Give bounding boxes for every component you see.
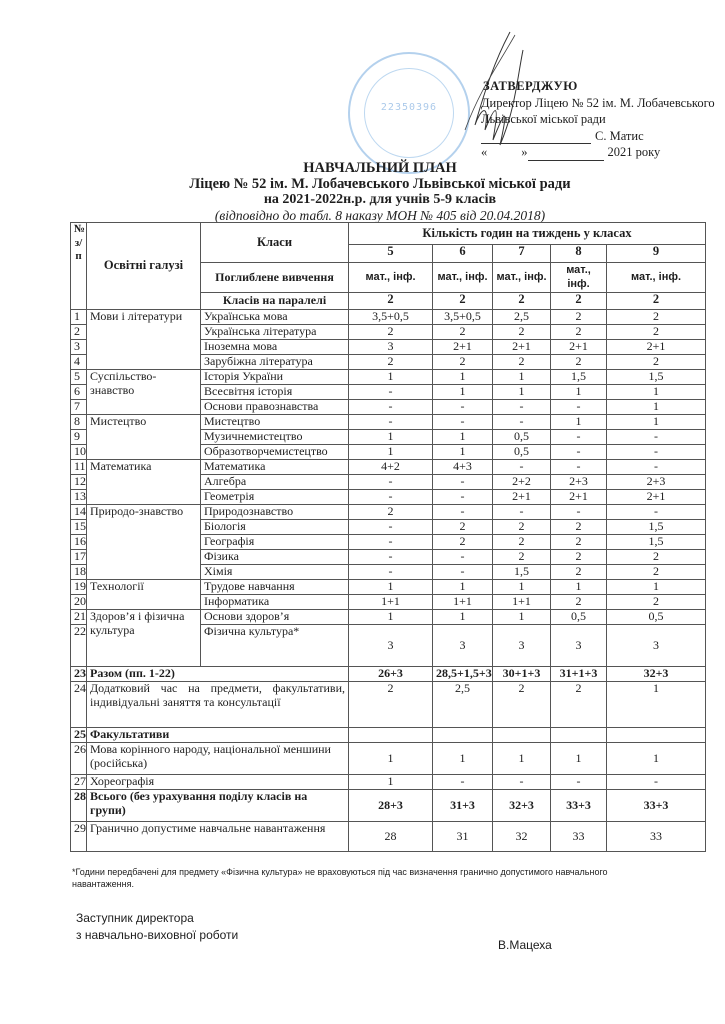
summary-label: Додатковий час на предмети, факультативи, індивідуальні заняття та консультації: [87, 682, 349, 728]
subject-row: [71, 460, 706, 475]
header-classes-parallel: Класів на паралелі: [201, 293, 349, 310]
summary-label: Всього (без урахування поділу класів на групи): [87, 790, 349, 822]
hours-cell: 1+1: [349, 595, 433, 610]
title-year: на 2021-2022н.р. для учнів 5-9 класів: [263, 192, 497, 207]
signature-blank: [481, 131, 591, 144]
subject-name: Всесвітня історія: [201, 385, 349, 400]
subject-name: Основи правознавства: [201, 400, 349, 415]
approval-year: 2021 року: [607, 145, 661, 159]
date-quote-close: »: [521, 145, 528, 159]
summary-value: 1: [607, 682, 706, 728]
hours-cell: -: [349, 385, 433, 400]
summary-label: Гранично допустиме навчальне навантаження: [87, 822, 349, 852]
education-field: Математика: [87, 460, 201, 505]
subject-name: Фізична культура*: [201, 625, 349, 667]
row-number: 9: [71, 430, 87, 445]
hours-cell: 1: [349, 430, 433, 445]
approval-organization: Львівської міської ради: [481, 112, 606, 126]
subject-name: Українська література: [201, 325, 349, 340]
row-number: 22: [71, 625, 87, 667]
education-field: Мови і літератури: [87, 310, 201, 370]
hours-cell: 1: [607, 400, 706, 415]
hours-cell: 2: [493, 535, 551, 550]
hours-cell: -: [607, 445, 706, 460]
hours-cell: 2: [551, 325, 607, 340]
hours-cell: 2,5: [493, 310, 551, 325]
hours-cell: 3: [433, 625, 493, 667]
parallel-count: 2: [433, 293, 493, 310]
hours-cell: 2: [493, 355, 551, 370]
hours-cell: -: [433, 475, 493, 490]
hours-cell: 3: [493, 625, 551, 667]
row-number: 15: [71, 520, 87, 535]
document-title: [100, 160, 660, 224]
deputy-name: В.Мацеха: [498, 938, 552, 952]
hours-cell: -: [551, 400, 607, 415]
hours-cell: 4+2: [349, 460, 433, 475]
parallel-count: 2: [349, 293, 433, 310]
approval-date-line: [415, 144, 715, 161]
row-number: 7: [71, 400, 87, 415]
hours-cell: 2: [349, 355, 433, 370]
summary-value: 30+1+3: [493, 667, 551, 682]
parallel-count: 2: [551, 293, 607, 310]
education-field: Суспільство-знавство: [87, 370, 201, 415]
hours-cell: 1: [433, 580, 493, 595]
grade-header: 9: [607, 245, 706, 263]
hours-cell: 2+1: [433, 340, 493, 355]
summary-value: 1: [433, 743, 493, 775]
hours-cell: 1: [551, 415, 607, 430]
summary-value: 2,5: [433, 682, 493, 728]
grade-header: 7: [493, 245, 551, 263]
hours-cell: 1: [551, 385, 607, 400]
hours-cell: 2: [607, 325, 706, 340]
subject-row: [71, 505, 706, 520]
subject-name: Українська мова: [201, 310, 349, 325]
row-number: 2: [71, 325, 87, 340]
summary-value: 2: [349, 682, 433, 728]
summary-value: 31: [433, 822, 493, 852]
hours-cell: 2: [433, 520, 493, 535]
hours-cell: 1,5: [607, 520, 706, 535]
hours-cell: -: [349, 565, 433, 580]
row-number: 19: [71, 580, 87, 595]
summary-row: [71, 743, 706, 775]
hours-cell: -: [433, 490, 493, 505]
summary-value: 26+3: [349, 667, 433, 682]
row-number: 23: [71, 667, 87, 682]
summary-value: 1: [349, 743, 433, 775]
hours-cell: 2+1: [551, 490, 607, 505]
subject-name: Мистецтво: [201, 415, 349, 430]
date-quote-open: «: [481, 145, 488, 159]
approval-signer-line: [415, 128, 715, 145]
subject-name: Хімія: [201, 565, 349, 580]
row-number: 18: [71, 565, 87, 580]
summary-label: Разом (пп. 1-22): [87, 667, 349, 682]
header-deep-study: Поглиблене вивчення: [201, 263, 349, 293]
hours-cell: -: [493, 505, 551, 520]
hours-cell: -: [551, 445, 607, 460]
hours-cell: -: [493, 415, 551, 430]
hours-cell: 3,5+0,5: [349, 310, 433, 325]
row-number: 25: [71, 728, 87, 743]
title-reference: (відповідно до табл. 8 наказу МОН № 405 від 20.04.2018): [214, 208, 546, 223]
hours-cell: 2: [433, 535, 493, 550]
hours-cell: 1,5: [493, 565, 551, 580]
summary-row: [71, 667, 706, 682]
summary-value: 32+3: [493, 790, 551, 822]
row-number: 24: [71, 682, 87, 728]
hours-cell: -: [433, 505, 493, 520]
hours-cell: -: [493, 400, 551, 415]
deep-study-value: мат., інф.: [349, 263, 433, 293]
approval-position: Директор Ліцею № 52 ім. М. Лобачевського: [481, 95, 715, 110]
hours-cell: 2: [433, 355, 493, 370]
row-number: 28: [71, 790, 87, 822]
hours-cell: -: [433, 400, 493, 415]
hours-cell: 0,5: [493, 445, 551, 460]
hours-cell: -: [349, 550, 433, 565]
hours-cell: 1: [607, 385, 706, 400]
education-field: Технології: [87, 580, 201, 610]
hours-cell: -: [349, 475, 433, 490]
header-number: № з/п: [71, 223, 87, 310]
summary-row: [71, 728, 706, 743]
hours-cell: 1+1: [433, 595, 493, 610]
summary-value: 1: [551, 743, 607, 775]
subject-row: [71, 610, 706, 625]
hours-cell: 2+1: [607, 340, 706, 355]
curriculum-table: [70, 222, 706, 852]
hours-cell: 1: [349, 610, 433, 625]
hours-cell: 2: [607, 550, 706, 565]
grade-header: 6: [433, 245, 493, 263]
subject-name: Природознавство: [201, 505, 349, 520]
summary-value: 1: [607, 743, 706, 775]
hours-cell: 1: [349, 580, 433, 595]
summary-value: [493, 728, 551, 743]
parallel-count: 2: [607, 293, 706, 310]
hours-cell: 1: [493, 385, 551, 400]
subject-name: Музичнемистецтво: [201, 430, 349, 445]
subject-name: Математика: [201, 460, 349, 475]
summary-value: 33: [607, 822, 706, 852]
deputy-position: [76, 910, 238, 944]
row-number: 8: [71, 415, 87, 430]
hours-cell: 2+1: [493, 490, 551, 505]
education-field: Природо-знавство: [87, 505, 201, 580]
summary-row: [71, 822, 706, 852]
hours-cell: -: [551, 505, 607, 520]
hours-cell: 1: [433, 430, 493, 445]
hours-cell: 3: [349, 340, 433, 355]
hours-cell: 1: [493, 610, 551, 625]
hours-cell: -: [349, 520, 433, 535]
approval-heading: ЗАТВЕРДЖУЮ: [483, 79, 578, 93]
row-number: 16: [71, 535, 87, 550]
summary-value: [433, 728, 493, 743]
subject-name: Історія України: [201, 370, 349, 385]
hours-cell: 1: [607, 415, 706, 430]
subject-row: [71, 370, 706, 385]
hours-cell: 2: [551, 595, 607, 610]
stamp-code: 22350396: [380, 102, 438, 113]
subject-name: Географія: [201, 535, 349, 550]
hours-cell: 2+1: [551, 340, 607, 355]
hours-cell: 2+1: [607, 490, 706, 505]
summary-value: -: [607, 775, 706, 790]
row-number: 3: [71, 340, 87, 355]
hours-cell: 2: [551, 565, 607, 580]
hours-cell: 1: [493, 580, 551, 595]
hours-cell: 3: [349, 625, 433, 667]
row-number: 6: [71, 385, 87, 400]
row-number: 11: [71, 460, 87, 475]
subject-name: Геометрія: [201, 490, 349, 505]
grade-header: 8: [551, 245, 607, 263]
hours-cell: 2+1: [493, 340, 551, 355]
subject-name: Зарубіжна література: [201, 355, 349, 370]
title-main: НАВЧАЛЬНИЙ ПЛАН: [303, 160, 457, 176]
row-number: 14: [71, 505, 87, 520]
hours-cell: 1,5: [607, 535, 706, 550]
row-number: 20: [71, 595, 87, 610]
summary-value: 33+3: [551, 790, 607, 822]
hours-cell: 1,5: [551, 370, 607, 385]
hours-cell: 2+3: [607, 475, 706, 490]
summary-value: 28+3: [349, 790, 433, 822]
subject-name: Алгебра: [201, 475, 349, 490]
row-number: 10: [71, 445, 87, 460]
hours-cell: 1: [433, 385, 493, 400]
summary-row: [71, 682, 706, 728]
summary-value: [607, 728, 706, 743]
row-number: 21: [71, 610, 87, 625]
hours-cell: 0,5: [607, 610, 706, 625]
grade-header: 5: [349, 245, 433, 263]
subject-row: [71, 415, 706, 430]
hours-cell: 4+3: [433, 460, 493, 475]
date-blank: [528, 148, 604, 161]
hours-cell: 2: [551, 310, 607, 325]
subject-name: Фізика: [201, 550, 349, 565]
hours-cell: 1: [607, 580, 706, 595]
hours-cell: 2+3: [551, 475, 607, 490]
hours-cell: -: [551, 460, 607, 475]
hours-cell: 1: [349, 370, 433, 385]
hours-cell: 2: [551, 535, 607, 550]
deep-study-value: мат., інф.: [607, 263, 706, 293]
header-hours-title: Кількість годин на тиждень у класах: [349, 223, 706, 245]
hours-cell: 2: [349, 325, 433, 340]
subject-row: [71, 310, 706, 325]
summary-value: 31+1+3: [551, 667, 607, 682]
deputy-position-line1: Заступник директора: [76, 911, 194, 925]
subject-name: Образотворчемистецтво: [201, 445, 349, 460]
hours-cell: -: [433, 550, 493, 565]
row-number: 13: [71, 490, 87, 505]
hours-cell: 2: [607, 310, 706, 325]
row-number: 29: [71, 822, 87, 852]
summary-value: 1: [349, 775, 433, 790]
hours-cell: -: [349, 535, 433, 550]
summary-value: -: [433, 775, 493, 790]
hours-cell: 0,5: [551, 610, 607, 625]
subject-name: Інформатика: [201, 595, 349, 610]
hours-cell: -: [349, 490, 433, 505]
hours-cell: 2: [607, 355, 706, 370]
hours-cell: 2: [493, 325, 551, 340]
row-number: 27: [71, 775, 87, 790]
summary-label: Хореографія: [87, 775, 349, 790]
summary-value: 32+3: [607, 667, 706, 682]
hours-cell: 3: [607, 625, 706, 667]
hours-cell: -: [349, 415, 433, 430]
hours-cell: 2: [607, 565, 706, 580]
deputy-position-line2: з навчально-виховної роботи: [76, 928, 239, 942]
deep-study-value: мат., інф.: [551, 263, 607, 293]
hours-cell: 2: [551, 355, 607, 370]
hours-cell: -: [607, 505, 706, 520]
hours-cell: -: [493, 460, 551, 475]
row-number: 4: [71, 355, 87, 370]
hours-cell: 2: [493, 520, 551, 535]
subject-name: Трудове навчання: [201, 580, 349, 595]
hours-cell: 1,5: [607, 370, 706, 385]
hours-cell: 2: [349, 505, 433, 520]
hours-cell: 2: [493, 550, 551, 565]
summary-label: Факультативи: [87, 728, 349, 743]
summary-value: 28,5+1,5+3: [433, 667, 493, 682]
hours-cell: 1: [433, 445, 493, 460]
summary-value: [551, 728, 607, 743]
hours-cell: -: [607, 460, 706, 475]
header-classes: Класи: [201, 223, 349, 263]
summary-value: 1: [493, 743, 551, 775]
title-school: Ліцею № 52 ім. М. Лобачевського Львівської міської ради: [189, 176, 571, 192]
hours-cell: 2: [551, 520, 607, 535]
summary-row: [71, 790, 706, 822]
hours-cell: 2: [607, 595, 706, 610]
hours-cell: 3: [551, 625, 607, 667]
row-number: 1: [71, 310, 87, 325]
row-number: 17: [71, 550, 87, 565]
education-field: Здоров’я і фізична культура: [87, 610, 201, 667]
subject-name: Основи здоров’я: [201, 610, 349, 625]
hours-cell: 2+2: [493, 475, 551, 490]
footnote: *Години передбачені для предмету «Фізична культура» не враховуються під час визначення гранично допустимого навчального навантаження.: [72, 867, 608, 889]
hours-cell: 0,5: [493, 430, 551, 445]
summary-value: 33+3: [607, 790, 706, 822]
subject-row: [71, 580, 706, 595]
hours-cell: 2: [551, 550, 607, 565]
hours-cell: -: [349, 400, 433, 415]
deep-study-value: мат., інф.: [433, 263, 493, 293]
summary-value: -: [493, 775, 551, 790]
hours-cell: 1: [433, 370, 493, 385]
approval-block: [415, 78, 715, 161]
row-number: 5: [71, 370, 87, 385]
education-field: Мистецтво: [87, 415, 201, 460]
hours-cell: 1: [493, 370, 551, 385]
hours-cell: -: [433, 565, 493, 580]
summary-label: Мова корінного народу, національної меншини (російська): [87, 743, 349, 775]
summary-value: [349, 728, 433, 743]
hours-cell: 1: [349, 445, 433, 460]
hours-cell: 1: [551, 580, 607, 595]
summary-value: 33: [551, 822, 607, 852]
summary-value: 2: [493, 682, 551, 728]
hours-cell: 1+1: [493, 595, 551, 610]
hours-cell: 1: [433, 610, 493, 625]
parallel-count: 2: [493, 293, 551, 310]
subject-name: Біологія: [201, 520, 349, 535]
row-number: 26: [71, 743, 87, 775]
summary-value: 32: [493, 822, 551, 852]
hours-cell: -: [433, 415, 493, 430]
header-field: Освітні галузі: [87, 223, 201, 310]
summary-row: [71, 775, 706, 790]
hours-cell: 2: [433, 325, 493, 340]
row-number: 12: [71, 475, 87, 490]
subject-name: Іноземна мова: [201, 340, 349, 355]
hours-cell: 3,5+0,5: [433, 310, 493, 325]
deep-study-value: мат., інф.: [493, 263, 551, 293]
approval-signer: С. Матис: [595, 128, 644, 143]
summary-value: 2: [551, 682, 607, 728]
hours-cell: -: [607, 430, 706, 445]
summary-value: 28: [349, 822, 433, 852]
summary-value: -: [551, 775, 607, 790]
summary-value: 31+3: [433, 790, 493, 822]
hours-cell: -: [551, 430, 607, 445]
